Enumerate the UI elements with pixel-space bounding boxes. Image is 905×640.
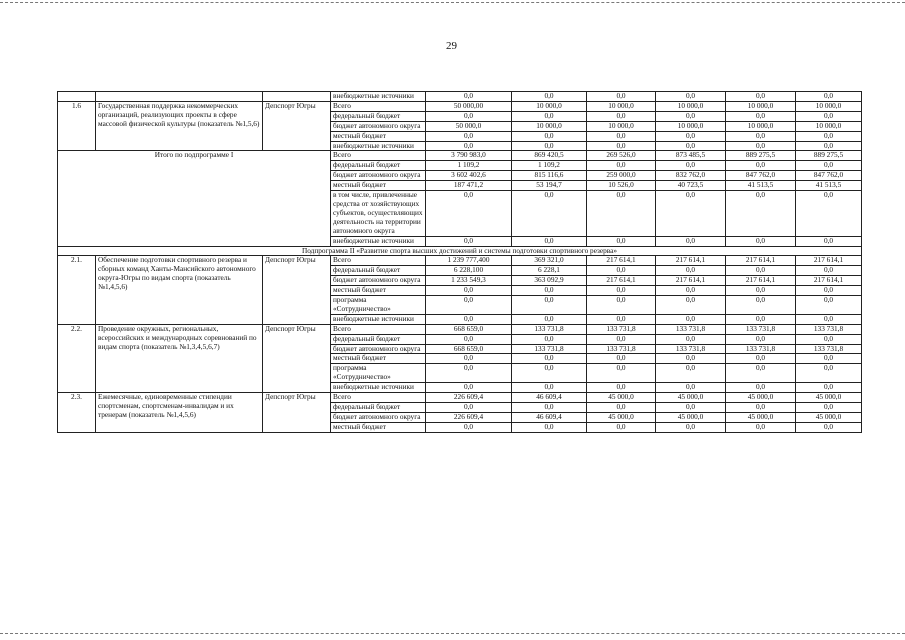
amount-cell: 6 228,100 [426, 266, 512, 276]
amount-cell: 0,0 [796, 131, 862, 141]
amount-cell: 10 000,0 [512, 101, 587, 111]
bottom-scan-edge [0, 633, 905, 634]
measure-name [96, 92, 263, 102]
amount-cell: 0,0 [512, 236, 587, 246]
table-row [58, 101, 862, 111]
funding-source: федеральный бюджет [331, 266, 426, 276]
amount-cell: 133 731,8 [587, 324, 656, 334]
amount-cell: 0,0 [726, 383, 796, 393]
amount-cell: 873 485,5 [656, 151, 726, 161]
funding-source: Всего [331, 393, 426, 403]
amount-cell: 46 609,4 [512, 393, 587, 403]
amount-cell: 0,0 [796, 161, 862, 171]
amount-cell: 0,0 [587, 111, 656, 121]
amount-cell: 0,0 [656, 92, 726, 102]
amount-cell: 0,0 [726, 161, 796, 171]
amount-cell: 0,0 [512, 383, 587, 393]
amount-cell: 45 000,0 [587, 412, 656, 422]
amount-cell: 0,0 [587, 191, 656, 237]
funding-source: в том числе, привлеченные средства от хозяйствующих субъектов, осуществляющих деятельность на территории автономного округа [331, 191, 426, 237]
amount-cell: 45 000,0 [656, 393, 726, 403]
amount-cell: 217 614,1 [656, 276, 726, 286]
amount-cell: 0,0 [656, 422, 726, 432]
top-scan-edge [0, 2, 905, 3]
amount-cell: 0,0 [587, 354, 656, 364]
amount-cell: 0,0 [656, 286, 726, 296]
amount-cell: 0,0 [512, 131, 587, 141]
amount-cell: 0,0 [726, 131, 796, 141]
amount-cell: 0,0 [587, 141, 656, 151]
measure-number: 2.2. [58, 324, 96, 392]
amount-cell: 0,0 [796, 403, 862, 413]
amount-cell: 0,0 [587, 92, 656, 102]
amount-cell: 1 109,2 [512, 161, 587, 171]
amount-cell: 0,0 [656, 141, 726, 151]
funding-source: внебюджетные источники [331, 141, 426, 151]
amount-cell: 0,0 [656, 383, 726, 393]
amount-cell: 0,0 [587, 296, 656, 315]
amount-cell: 0,0 [656, 131, 726, 141]
amount-cell: 363 092,9 [512, 276, 587, 286]
funding-source: внебюджетные источники [331, 236, 426, 246]
amount-cell: 0,0 [726, 266, 796, 276]
subprogram-title: Подпрограмма II «Развитие спорта высших достижений и системы подготовки спортивного резерва» [58, 246, 862, 256]
amount-cell: 1 239 777,400 [426, 256, 512, 266]
amount-cell: 0,0 [656, 111, 726, 121]
amount-cell: 0,0 [796, 266, 862, 276]
amount-cell: 0,0 [726, 296, 796, 315]
funding-source: внебюджетные источники [331, 383, 426, 393]
amount-cell: 45 000,0 [796, 393, 862, 403]
amount-cell: 0,0 [426, 236, 512, 246]
amount-cell: 0,0 [512, 296, 587, 315]
amount-cell: 3 790 983,0 [426, 151, 512, 161]
amount-cell: 0,0 [426, 383, 512, 393]
page-number: 29 [446, 40, 457, 52]
amount-cell: 0,0 [656, 236, 726, 246]
amount-cell: 10 000,0 [726, 101, 796, 111]
amount-cell: 0,0 [426, 111, 512, 121]
amount-cell: 10 000,0 [796, 121, 862, 131]
amount-cell: 0,0 [726, 403, 796, 413]
amount-cell: 869 420,5 [512, 151, 587, 161]
amount-cell: 0,0 [656, 296, 726, 315]
amount-cell: 0,0 [726, 334, 796, 344]
funding-source: бюджет автономного округа [331, 344, 426, 354]
amount-cell: 50 000,0 [426, 121, 512, 131]
funding-source: Всего [331, 151, 426, 161]
amount-cell: 0,0 [656, 354, 726, 364]
amount-cell: 0,0 [587, 383, 656, 393]
amount-cell: 0,0 [512, 364, 587, 383]
amount-cell: 3 602 402,6 [426, 171, 512, 181]
funding-source: федеральный бюджет [331, 161, 426, 171]
amount-cell: 0,0 [726, 236, 796, 246]
measure-number: 2.3. [58, 393, 96, 433]
amount-cell: 217 614,1 [796, 276, 862, 286]
amount-cell: 10 000,0 [656, 101, 726, 111]
amount-cell: 0,0 [426, 131, 512, 141]
responsible-executor: Депспорт Югры [263, 393, 331, 433]
amount-cell: 0,0 [512, 111, 587, 121]
amount-cell: 0,0 [426, 296, 512, 315]
amount-cell: 53 194,7 [512, 181, 587, 191]
amount-cell: 0,0 [796, 236, 862, 246]
amount-cell: 0,0 [726, 422, 796, 432]
amount-cell: 0,0 [587, 236, 656, 246]
amount-cell: 259 000,0 [587, 171, 656, 181]
amount-cell: 10 000,0 [587, 101, 656, 111]
amount-cell: 0,0 [726, 191, 796, 237]
funding-source: бюджет автономного округа [331, 412, 426, 422]
table-row [58, 393, 862, 403]
funding-source: местный бюджет [331, 131, 426, 141]
amount-cell: 0,0 [587, 286, 656, 296]
amount-cell: 0,0 [796, 334, 862, 344]
amount-cell: 0,0 [656, 161, 726, 171]
amount-cell: 45 000,0 [726, 393, 796, 403]
table-row [58, 324, 862, 334]
amount-cell: 269 526,0 [587, 151, 656, 161]
amount-cell: 0,0 [587, 314, 656, 324]
amount-cell: 0,0 [426, 364, 512, 383]
amount-cell: 0,0 [512, 422, 587, 432]
amount-cell: 50 000,00 [426, 101, 512, 111]
amount-cell: 217 614,1 [726, 256, 796, 266]
funding-source: Всего [331, 101, 426, 111]
amount-cell: 217 614,1 [796, 256, 862, 266]
funding-source: программа «Сотрудничество» [331, 364, 426, 383]
amount-cell: 45 000,0 [726, 412, 796, 422]
amount-cell: 0,0 [796, 314, 862, 324]
amount-cell: 369 321,0 [512, 256, 587, 266]
amount-cell: 0,0 [656, 314, 726, 324]
amount-cell: 40 723,5 [656, 181, 726, 191]
responsible-executor: Депспорт Югры [263, 324, 331, 392]
funding-source: местный бюджет [331, 422, 426, 432]
amount-cell: 133 731,8 [726, 344, 796, 354]
funding-source: бюджет автономного округа [331, 276, 426, 286]
measure-number: 1.6 [58, 101, 96, 151]
measure-name: Ежемесячные, единовременные стипендии спортсменам, спортсменам-инвалидам и их тренерам (показатель №1,4,5,6) [96, 393, 263, 433]
amount-cell: 41 513,5 [796, 181, 862, 191]
table-row [58, 92, 862, 102]
amount-cell: 45 000,0 [796, 412, 862, 422]
amount-cell: 0,0 [512, 314, 587, 324]
amount-cell: 0,0 [512, 286, 587, 296]
measure-number [58, 92, 96, 102]
amount-cell: 217 614,1 [656, 256, 726, 266]
funding-source: внебюджетные источники [331, 314, 426, 324]
amount-cell: 0,0 [796, 422, 862, 432]
amount-cell: 0,0 [796, 383, 862, 393]
amount-cell: 133 731,8 [796, 344, 862, 354]
amount-cell: 889 275,5 [726, 151, 796, 161]
amount-cell: 0,0 [796, 141, 862, 151]
amount-cell: 0,0 [656, 403, 726, 413]
amount-cell: 0,0 [656, 364, 726, 383]
measure-name: Проведение окружных, региональных, всероссийских и международных соревнований по видам спорта (показатель №1,3,4,5,6,7) [96, 324, 263, 392]
amount-cell: 0,0 [512, 403, 587, 413]
funding-source: местный бюджет [331, 181, 426, 191]
amount-cell: 0,0 [512, 334, 587, 344]
amount-cell: 0,0 [426, 191, 512, 237]
amount-cell: 0,0 [587, 161, 656, 171]
amount-cell: 0,0 [726, 314, 796, 324]
subtotal-label: Итого по подпрограмме I [58, 151, 331, 246]
funding-source: Всего [331, 256, 426, 266]
amount-cell: 0,0 [726, 92, 796, 102]
amount-cell: 0,0 [512, 354, 587, 364]
amount-cell: 0,0 [656, 334, 726, 344]
amount-cell: 0,0 [726, 364, 796, 383]
subprogram-header-row [58, 246, 862, 256]
amount-cell: 847 762,0 [726, 171, 796, 181]
amount-cell: 847 762,0 [796, 171, 862, 181]
amount-cell: 0,0 [512, 191, 587, 237]
amount-cell: 0,0 [796, 92, 862, 102]
amount-cell: 0,0 [426, 334, 512, 344]
funding-source: местный бюджет [331, 286, 426, 296]
amount-cell: 187 471,2 [426, 181, 512, 191]
table-row [58, 256, 862, 266]
amount-cell: 832 762,0 [656, 171, 726, 181]
funding-source: федеральный бюджет [331, 334, 426, 344]
amount-cell: 133 731,8 [656, 344, 726, 354]
budget-table [57, 91, 862, 433]
responsible-executor [263, 92, 331, 102]
measure-number: 2.1. [58, 256, 96, 324]
amount-cell: 45 000,0 [656, 412, 726, 422]
responsible-executor: Депспорт Югры [263, 256, 331, 324]
amount-cell: 815 116,6 [512, 171, 587, 181]
amount-cell: 0,0 [796, 191, 862, 237]
funding-source: федеральный бюджет [331, 111, 426, 121]
amount-cell: 0,0 [426, 141, 512, 151]
amount-cell: 41 513,5 [726, 181, 796, 191]
amount-cell: 0,0 [426, 403, 512, 413]
amount-cell: 0,0 [796, 286, 862, 296]
amount-cell: 0,0 [726, 111, 796, 121]
amount-cell: 668 659,0 [426, 324, 512, 334]
amount-cell: 133 731,8 [587, 344, 656, 354]
measure-name: Государственная поддержка некоммерческих организаций, реализующих проекты в сфере массовой физической культуры (показатель №1,5,6) [96, 101, 263, 151]
amount-cell: 0,0 [587, 422, 656, 432]
amount-cell: 0,0 [426, 92, 512, 102]
amount-cell: 133 731,8 [796, 324, 862, 334]
subtotal-row [58, 151, 862, 161]
funding-source: федеральный бюджет [331, 403, 426, 413]
amount-cell: 10 000,0 [587, 121, 656, 131]
amount-cell: 0,0 [426, 314, 512, 324]
amount-cell: 0,0 [796, 354, 862, 364]
amount-cell: 1 109,2 [426, 161, 512, 171]
funding-source: бюджет автономного округа [331, 121, 426, 131]
amount-cell: 0,0 [796, 296, 862, 315]
amount-cell: 0,0 [587, 364, 656, 383]
amount-cell: 889 275,5 [796, 151, 862, 161]
amount-cell: 45 000,0 [587, 393, 656, 403]
amount-cell: 0,0 [587, 266, 656, 276]
amount-cell: 133 731,8 [512, 344, 587, 354]
funding-source: бюджет автономного округа [331, 171, 426, 181]
amount-cell: 0,0 [796, 364, 862, 383]
amount-cell: 0,0 [726, 141, 796, 151]
amount-cell: 0,0 [426, 422, 512, 432]
funding-source: внебюджетные источники [331, 92, 426, 102]
amount-cell: 226 609,4 [426, 393, 512, 403]
amount-cell: 133 731,8 [726, 324, 796, 334]
amount-cell: 0,0 [587, 403, 656, 413]
amount-cell: 0,0 [512, 141, 587, 151]
amount-cell: 0,0 [512, 92, 587, 102]
amount-cell: 0,0 [656, 191, 726, 237]
amount-cell: 0,0 [796, 111, 862, 121]
funding-source: Всего [331, 324, 426, 334]
amount-cell: 0,0 [726, 354, 796, 364]
amount-cell: 668 659,0 [426, 344, 512, 354]
amount-cell: 226 609,4 [426, 412, 512, 422]
amount-cell: 10 526,0 [587, 181, 656, 191]
amount-cell: 6 228,1 [512, 266, 587, 276]
amount-cell: 10 000,0 [656, 121, 726, 131]
amount-cell: 133 731,8 [656, 324, 726, 334]
funding-source: программа «Сотрудничество» [331, 296, 426, 315]
amount-cell: 0,0 [587, 131, 656, 141]
amount-cell: 10 000,0 [512, 121, 587, 131]
amount-cell: 1 233 549,3 [426, 276, 512, 286]
amount-cell: 217 614,1 [726, 276, 796, 286]
funding-source: местный бюджет [331, 354, 426, 364]
amount-cell: 0,0 [426, 354, 512, 364]
amount-cell: 133 731,8 [512, 324, 587, 334]
amount-cell: 0,0 [726, 286, 796, 296]
amount-cell: 217 614,1 [587, 276, 656, 286]
amount-cell: 10 000,0 [796, 101, 862, 111]
amount-cell: 10 000,0 [726, 121, 796, 131]
amount-cell: 0,0 [426, 286, 512, 296]
budget-table-body [58, 92, 862, 433]
amount-cell: 217 614,1 [587, 256, 656, 266]
responsible-executor: Депспорт Югры [263, 101, 331, 151]
measure-name: Обеспечение подготовки спортивного резерва и сборных команд Ханты-Мансийского автономного округа-Югры по видам спорта (показатель №1,4,5,6) [96, 256, 263, 324]
amount-cell: 0,0 [587, 334, 656, 344]
amount-cell: 0,0 [656, 266, 726, 276]
amount-cell: 46 609,4 [512, 412, 587, 422]
